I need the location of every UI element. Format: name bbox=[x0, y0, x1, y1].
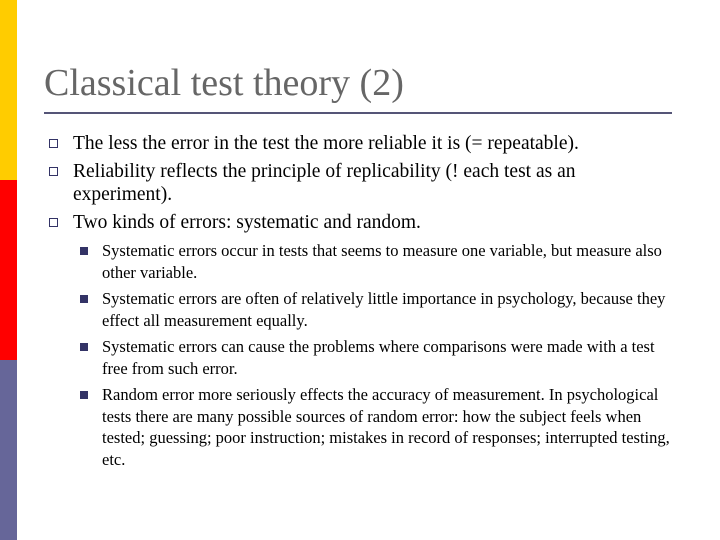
sub-bullet-text: Random error more seriously effects the accuracy of measurement. In psychological tests there are many possible sources of random error: how the subject feels when tested; guessing; poor instruction; mistakes in record of responses; interrupted testing, etc. bbox=[102, 385, 670, 469]
sub-bullet-text: Systematic errors can cause the problems where comparisons were made with a test free from such error. bbox=[102, 337, 655, 378]
left-accent-bar-purple bbox=[0, 360, 17, 540]
sub-bullet-text: Systematic errors occur in tests that seems to measure one variable, but measure also other variable. bbox=[102, 241, 662, 282]
sub-bullet-item bbox=[80, 384, 680, 470]
sub-bullet-item bbox=[80, 288, 680, 331]
filled-square-bullet-icon bbox=[80, 295, 88, 303]
slide-title: Classical test theory (2) bbox=[44, 62, 404, 104]
filled-square-bullet-icon bbox=[80, 247, 88, 255]
hollow-square-bullet-icon bbox=[49, 167, 58, 176]
sub-bullet-item bbox=[80, 336, 680, 379]
bullet-text: Reliability reflects the principle of replicability (! each test as an experiment). bbox=[73, 161, 576, 205]
left-accent-bar-red bbox=[0, 180, 17, 360]
bullet-text: The less the error in the test the more reliable it is (= repeatable). bbox=[73, 133, 579, 154]
hollow-square-bullet-icon bbox=[49, 139, 58, 148]
filled-square-bullet-icon bbox=[80, 343, 88, 351]
filled-square-bullet-icon bbox=[80, 391, 88, 399]
sub-bullet-item bbox=[80, 240, 680, 283]
sub-bullet-text: Systematic errors are often of relatively little importance in psychology, because they effect all measurement equally. bbox=[102, 289, 666, 330]
bullet-text: Two kinds of errors: systematic and random. bbox=[73, 212, 421, 233]
title-underline bbox=[44, 112, 672, 114]
bullet-item bbox=[49, 160, 669, 206]
left-accent-bar-yellow bbox=[0, 0, 17, 180]
hollow-square-bullet-icon bbox=[49, 218, 58, 227]
bullet-item bbox=[49, 211, 669, 234]
bullet-item bbox=[49, 132, 669, 155]
